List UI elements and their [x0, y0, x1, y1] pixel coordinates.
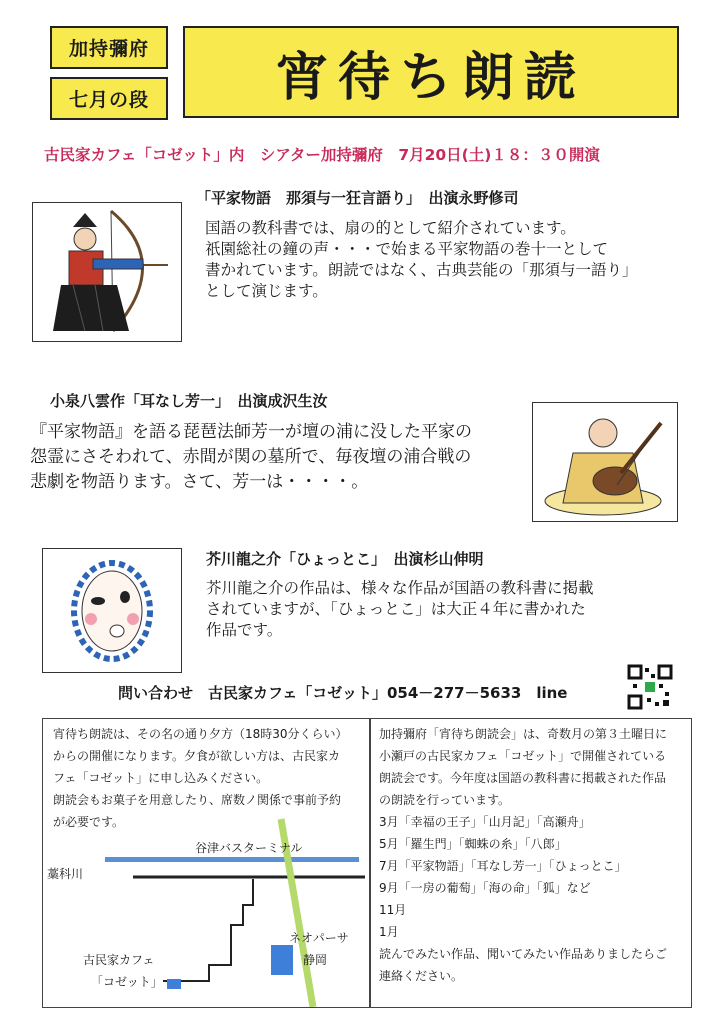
program3-line: 芥川龍之介の作品は、様々な作品が国語の教科書に掲載	[206, 579, 594, 597]
qr-code-icon[interactable]	[627, 664, 673, 710]
right-box-line: 11月	[379, 903, 407, 917]
left-box-line: 宵待ち朗読は、その名の通り夕方（18時30分くらい）	[53, 727, 348, 741]
right-box-line: 1月	[379, 925, 399, 939]
map-label-bus-terminal: 谷津バスターミナル	[195, 841, 303, 855]
map-label-shizuoka: 静岡	[303, 953, 328, 967]
right-box-line: 5月「羅生門」「蜘蛛の糸」「八郎」	[379, 837, 567, 851]
left-box-line: が必要です。	[53, 815, 125, 829]
program1-heading: 「平家物語 那須与一狂言語り」 出演永野修司	[196, 189, 519, 207]
right-box-line: 読んでみたい作品、聞いてみたい作品ありましたらご	[379, 947, 668, 961]
right-box-text	[379, 723, 667, 987]
right-box-line: 9月「一房の葡萄」「海の命」「狐」など	[379, 881, 591, 895]
tag-month-text: 七月の段	[68, 89, 149, 111]
program1-body	[205, 218, 637, 302]
contact-info: 問い合わせ 古民家カフェ「コゼット」054－277－5633 line	[118, 684, 568, 702]
map-label-river: 藁科川	[47, 867, 84, 881]
program2-line: 怨霊にさそわれて、赤間が関の墓所で、毎夜壇の浦合戦の	[30, 447, 472, 467]
right-box-line: の朗読を行っています。	[379, 793, 511, 807]
left-box-line: フェ「コゼット」に申し込みください。	[53, 771, 269, 785]
program3-line: されていますが、「ひょっとこ」は大正４年に書かれた	[206, 600, 586, 618]
right-box-line: 3月「幸福の王子」「山月記」「高瀬舟」	[379, 815, 591, 829]
main-title	[183, 26, 679, 118]
tag-venue	[50, 26, 168, 69]
archer-illustration	[32, 202, 182, 342]
program2-line: 『平家物語』を語る琵琶法師芳一が壇の浦に没した平家の	[30, 422, 472, 442]
program3-heading: 芥川龍之介「ひょっとこ」 出演杉山伸明	[206, 550, 484, 568]
tag-venue-text: 加持彌府	[68, 38, 149, 60]
right-box-line: 連絡ください。	[379, 969, 464, 983]
program1-line: 国語の教科書では、扇の的として紹介されています。	[205, 219, 576, 237]
info-box-left	[42, 718, 370, 1008]
program2-line: 悲劇を物語ります。さて、芳一は・・・・。	[30, 472, 369, 492]
map-label-cafe: 古民家カフェ	[83, 953, 155, 967]
program3-line: 作品です。	[206, 621, 283, 639]
program2-heading: 小泉八雲作「耳なし芳一」 出演成沢生汝	[50, 392, 328, 410]
program1-line: 書かれています。朗読ではなく、古典芸能の「那須与一語り」	[205, 261, 638, 279]
biwa-player-icon	[533, 403, 677, 521]
right-box-line: 小瀬戸の古民家カフェ「コゼット」で開催されている	[379, 749, 667, 763]
right-box-line: 加持彌府「宵待ち朗読会」は、奇数月の第３土曜日に	[379, 727, 668, 741]
right-box-line: 朗読会です。今年度は国語の教科書に掲載された作品	[379, 771, 667, 785]
archer-icon	[33, 203, 181, 341]
biwa-monk-illustration	[532, 402, 678, 522]
map-label-neo: ネオパーサ	[289, 931, 349, 945]
info-box-right	[370, 718, 692, 1008]
main-title-text: 宵待ち朗読	[275, 47, 586, 108]
hyottoko-illustration	[42, 548, 182, 673]
program1-line: として演じます。	[205, 282, 328, 300]
program1-line: 祇園総社の鐘の声・・・で始まる平家物語の巻十一として	[205, 240, 609, 258]
hyottoko-mask-icon	[43, 549, 181, 672]
left-box-line: からの開催になります。夕食が欲しい方は、古民家カ	[53, 749, 341, 763]
event-subtitle: 古民家カフェ「コゼット」内 シアター加持彌府 7月20日(土)１８：３０開演	[44, 146, 600, 164]
program2-body	[30, 420, 472, 495]
right-box-line: 7月「平家物語」「耳なし芳一」「ひょっとこ」	[379, 859, 627, 873]
left-box-line: 朗読会もお菓子を用意したり、席数ノ関係で事前予約	[53, 793, 342, 807]
program3-body	[206, 578, 594, 641]
map-label-cafe-name: 「コゼット」	[91, 975, 163, 989]
tag-month	[50, 77, 168, 120]
